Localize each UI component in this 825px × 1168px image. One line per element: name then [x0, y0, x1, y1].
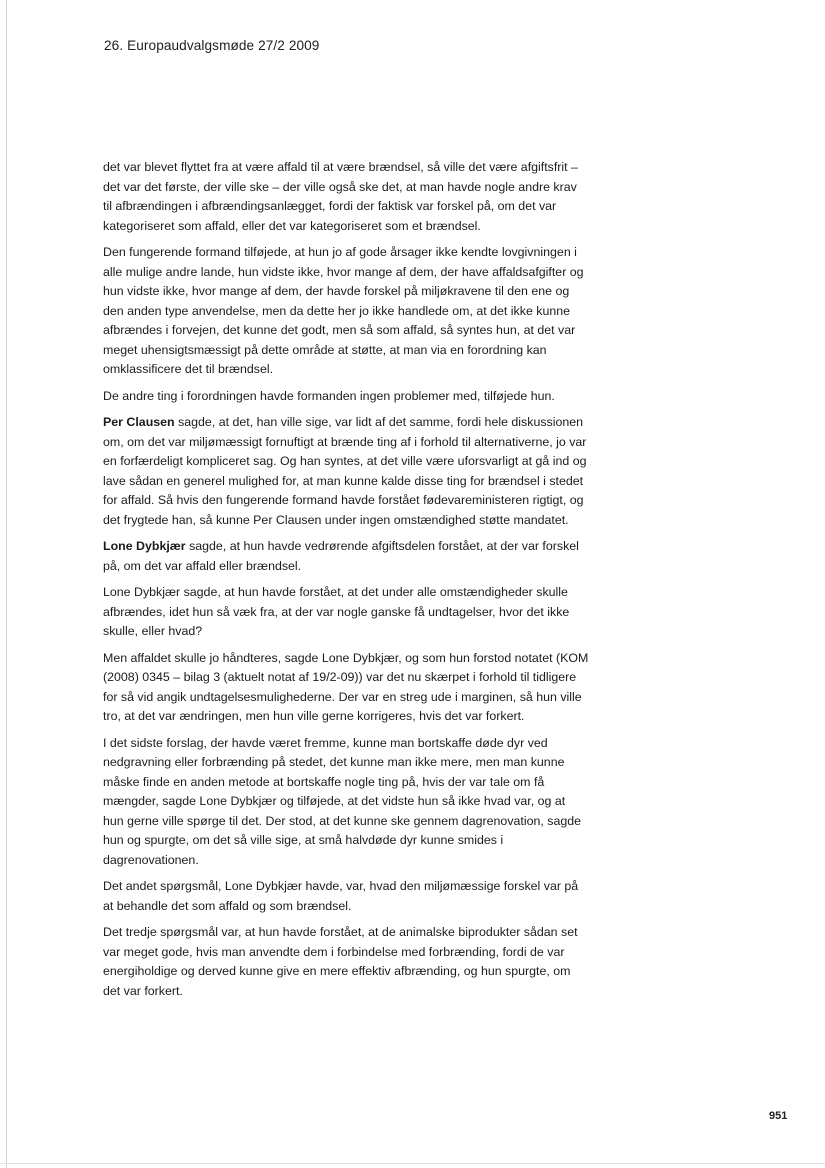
running-header: 26. Europaudvalgsmøde 27/2 2009 [104, 38, 320, 53]
paragraph-1 [103, 158, 589, 236]
scan-edge-bottom [0, 1163, 825, 1164]
paragraph-text: det var blevet flyttet fra at være affald til at være brændsel, så ville det være afgiftsfrit – det var det første, der ville ske – der ville også ske det, at man havde nogle andre krav til afbrændingen i afbrændingsanlægget, fordi der faktisk var forskel på, om det var kategoriseret som affald, eller det var kategoriseret som et brændsel. [103, 160, 578, 233]
paragraph-text: Den fungerende formand tilføjede, at hun jo af gode årsager ikke kendte lovgivningen i alle mulige andre lande, hun vidste ikke, hvor mange af dem, der have affaldsafgifter og hun vidste ikke, hvor mange af dem, der havde forskel på miljøkravene til den ene og den anden type anvendelse, men da dette her jo ikke handlede om, at det ikke kunne afbrændes i forvejen, det kunne det godt, men så som affald, så syntes hun, at det var meget uhensigtsmæssigt på dette område at støtte, at man via en forordning kan omklassificere det til brændsel. [103, 245, 584, 376]
document-body [103, 158, 589, 1008]
paragraph-7 [103, 649, 589, 727]
paragraph-text: sagde, at det, han ville sige, var lidt af det samme, fordi hele diskussionen om, om det var miljømæssigt fornuftigt at brænde ting af i forhold til alternativerne, jo var en forfærdeligt kompliceret sag. Og han syntes, at det ville være uforsvarligt at gå ind og lave sådan en generel mulighed for, at man kunne kalde disse ting for brændsel i stedet for affald. Så hvis den fungerende formand havde forstået fødevareministeren rigtigt, og det frygtede han, så kunne Per Clausen under ingen omstændighed støtte mandatet. [103, 415, 587, 527]
paragraph-2 [103, 243, 589, 380]
speaker-name: Lone Dybkjær [103, 539, 186, 553]
paragraph-text: sagde, at hun havde vedrørende afgiftsdelen forstået, at der var forskel på, om det var affald eller brændsel. [103, 539, 579, 573]
page-number: 951 [769, 1110, 788, 1122]
paragraph-text: De andre ting i forordningen havde formanden ingen problemer med, tilføjede hun. [103, 388, 555, 403]
scan-edge-left [6, 0, 7, 1168]
paragraph-text: Det tredje spørgsmål var, at hun havde forstået, at de animalske biprodukter sådan set var meget gode, hvis man anvendte dem i forbindelse med forbrænding, fordi de var energiholdige og derved kunne give en mere effektiv afbrænding, og hun spurgte, om det var forkert. [103, 925, 578, 998]
paragraph-10 [103, 923, 589, 1001]
paragraph-text: Lone Dybkjær sagde, at hun havde forstået, at det under alle omstændigheder skulle afbrændes, idet hun så væk fra, at der var nogle ganske få undtagelser, hvor det ikke skulle, eller hvad? [103, 585, 570, 638]
paragraph-8 [103, 734, 589, 871]
paragraph-text: Men affaldet skulle jo håndteres, sagde Lone Dybkjær, og som hun forstod notatet (KOM (2008) 0345 – bilag 3 (aktuelt notat af 19/2-09)) var det nu skærpet i forhold til tidligere for så vid angik undtagelsesmulighederne. Der var en streg ude i marginen, så hun ville tro, at det var ændringen, men hun ville gerne korrigeres, hvis det var forkert. [103, 650, 589, 723]
paragraph-4 [103, 413, 589, 530]
speaker-name: Per Clausen [103, 415, 175, 429]
paragraph-text: Det andet spørgsmål, Lone Dybkjær havde, var, hvad den miljømæssige forskel var på at behandle det som affald og som brændsel. [103, 879, 579, 913]
paragraph-3 [103, 387, 589, 407]
paragraph-9 [103, 877, 589, 916]
paragraph-5 [103, 537, 589, 576]
paragraph-6 [103, 583, 589, 642]
paragraph-text: I det sidste forslag, der havde været fremme, kunne man bortskaffe døde dyr ved nedgravning eller forbrænding på stedet, det kunne man ikke mere, men man kunne måske finde en anden metode at bortskaffe nogle ting på, hvis der var tale om få mængder, sagde Lone Dybkjær og tilføjede, at det vidste hun så ikke hvad var, og at hun gerne ville spørge til det. Der stod, at det kunne ske gennem dagrenovation, sagde hun og spurgte, om det så ville sige, at små halvdøde dyr kunne smides i dagrenovationen. [103, 735, 582, 867]
